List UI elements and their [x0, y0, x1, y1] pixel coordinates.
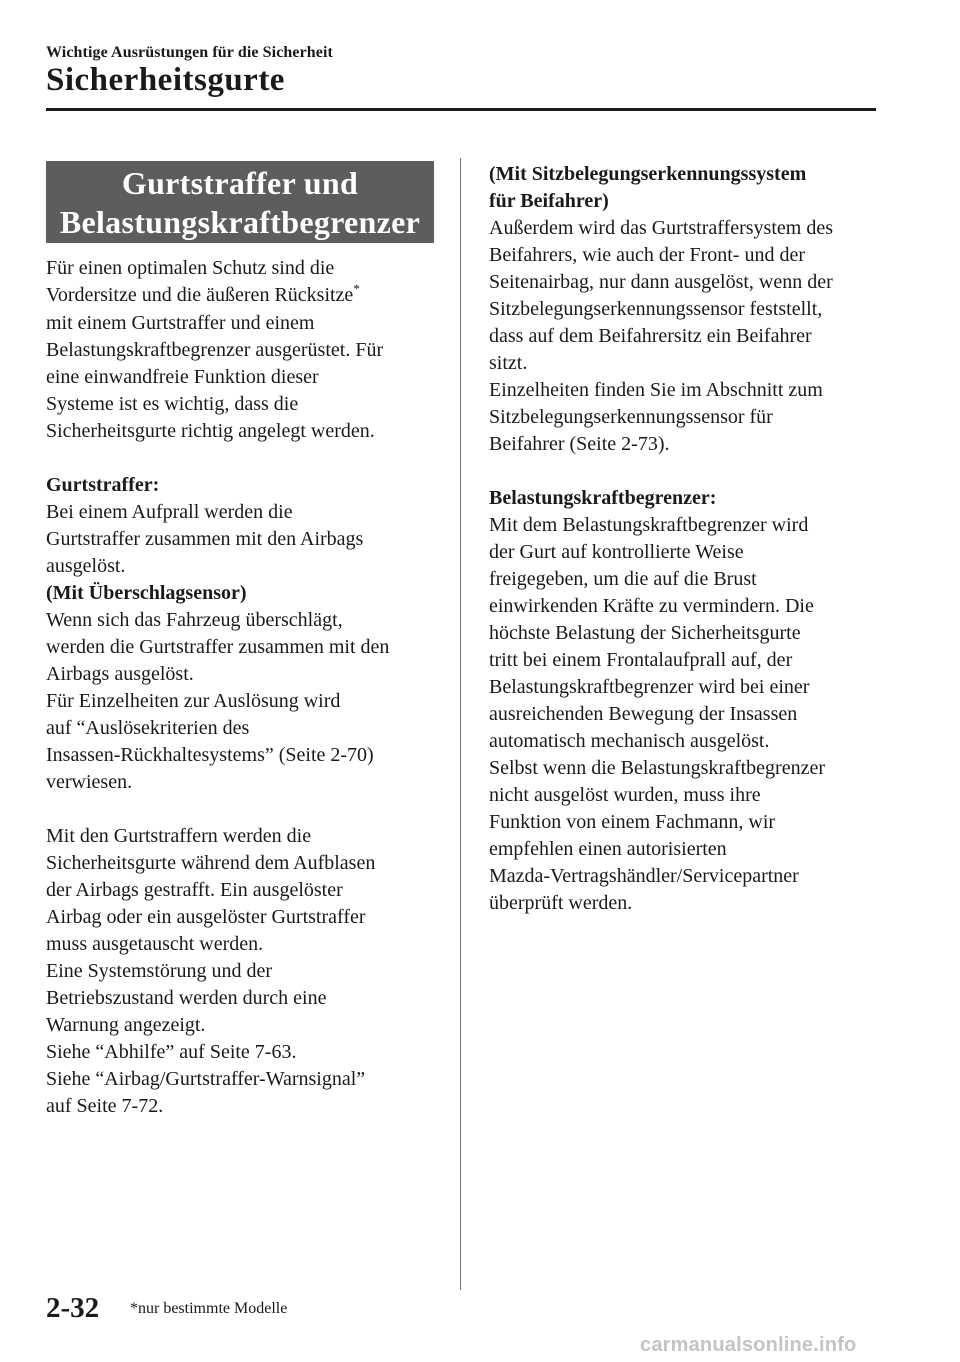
page-title: Sicherheitsgurte: [46, 62, 285, 98]
watermark: carmanualsonline.info: [640, 1334, 857, 1356]
replace-text: Mit den Gurtstraffern werden die Sicherheitsgurte während dem Aufblasen der Airbags gestrafft. Ein ausgelöster Airbag oder ein ausgelöster Gurtstraffer muss ausgetauscht werden. Eine Systemstörung und der Betriebszustand werden durch eine Warnung angezeigt. Siehe “Abhilfe” auf Seite 7-63. Siehe “Airbag/Gurtstraffer-Warnsignal” auf Seite 7-72.: [46, 825, 376, 1117]
limiter-heading: Belastungskraftbegrenzer:: [489, 487, 717, 509]
occupant-text: Außerdem wird das Gurtstraffersystem des Beifahrers, wie auch der Front- und der Seitenairbag, nur dann ausgelöst, wenn der Sitzbelegungserkennungssensor feststellt, dass auf dem Beifahrersitz ein Beifahrer sitzt. Einzelheiten finden Sie im Abschnitt zum Sitzbelegungserkennungssensor für Beifahrer (Seite 2-73).: [489, 217, 833, 455]
intro-text-b: mit einem Gurtstraffer und einem Belastungskraftbegrenzer ausgerüstet. Für eine einwandfreie Funktion dieser Systeme ist es wichtig, dass die Sicherheitsgurte richtig angelegt werden.: [46, 312, 384, 442]
pretensioner-heading: Gurtstraffer:: [46, 474, 160, 496]
rollover-heading: (Mit Überschlagsensor): [46, 582, 247, 604]
intro-paragraph: [46, 255, 446, 445]
column-divider: [460, 158, 461, 1290]
section-title-line-2: Belastungskraftbegrenzer: [59, 204, 421, 240]
breadcrumb: Wichtige Ausrüstungen für die Sicherheit: [46, 44, 333, 61]
footnote-star: *: [353, 281, 360, 296]
intro-text-a: Für einen optimalen Schutz sind die Vordersitze und die äußeren Rücksitze: [46, 257, 354, 306]
pretensioner-text: Bei einem Aufprall werden die Gurtstraffer zusammen mit den Airbags ausgelöst.: [46, 501, 364, 577]
title-rule: [46, 108, 876, 111]
left-column: [46, 255, 446, 1120]
section-title-box: [46, 161, 434, 243]
section-title-line-1: Gurtstraffer und: [121, 165, 359, 201]
rollover-text: Wenn sich das Fahrzeug überschlägt, werden die Gurtstraffer zusammen mit den Airbags ausgelöst. Für Einzelheiten zur Auslösung wird auf “Auslösekriterien des Insassen-Rückhaltesystems” (Seite 2-70) verwiesen.: [46, 609, 390, 793]
occupant-heading: (Mit Sitzbelegungserkennungssystem für Beifahrer): [489, 163, 807, 212]
limiter-text: Mit dem Belastungskraftbegrenzer wird der Gurt auf kontrollierte Weise freigegeben, um die auf die Brust einwirkenden Kräfte zu vermindern. Die höchste Belastung der Sicherheitsgurte tritt bei einem Frontalaufprall auf, der Belastungskraftbegrenzer wird bei einer ausreichenden Bewegung der Insassen automatisch mechanisch ausgelöst. Selbst wenn die Belastungskraftbegrenzer nicht ausgelöst wurden, muss ihre Funktion von einem Fachmann, wir empfehlen einen autorisierten Mazda-Vertragshändler/Servicepartner überprüft werden.: [489, 514, 826, 914]
page-number: 2-32: [46, 1292, 100, 1324]
right-column: [489, 161, 889, 917]
footnote: *nur bestimmte Modelle: [130, 1300, 288, 1317]
